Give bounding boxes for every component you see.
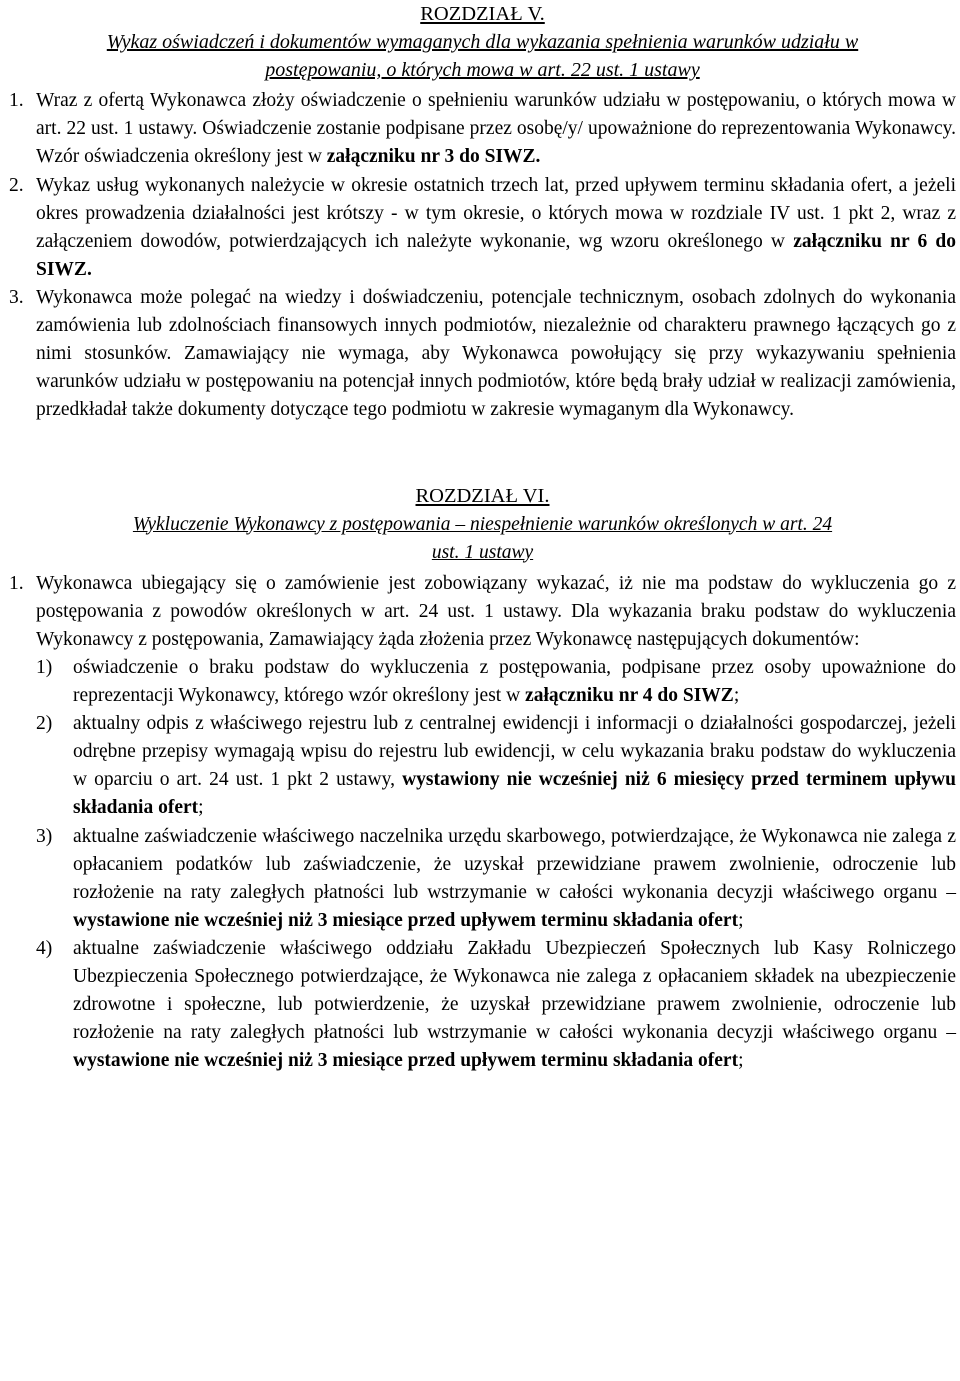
list-text: aktualne zaświadczenie właściwego naczelnika urzędu skarbowego, potwierdzające, że Wykonawca nie zalega z opłacaniem podatków lub zaświadczenie, że uzyskał przewidziane prawem zwolnienie, odroczenie lub rozłożenie na raty zaległych płatności lub wstrzymanie w całości wykonania decyzji właściwego organu – wystawione nie wcześniej niż 3 miesiące przed upływem terminu składania ofert; [73,825,956,931]
chapter-5-item-3 [9,284,956,424]
list-number: 3) [36,825,53,847]
chapter-6-item-1 [9,570,956,654]
document-list-item-1 [9,654,956,710]
chapter-5-subtitle-line-2: postępowaniu, o których mowa w art. 22 ust. 1 ustawy [265,59,700,82]
deadline-requirement: wystawiony nie wcześniej niż 6 miesięcy przed terminem upływu składania ofert [73,769,956,819]
list-text: aktualne zaświadczenie właściwego oddziału Zakładu Ubezpieczeń Społecznych lub Kasy Rolniczego Ubezpieczenia Społecznego potwierdzające, że Wykonawca nie zalega z opłacaniem składek na ubezpieczenie zdrowotne i społeczne, lub potwierdzenie, że uzyskał przewidziane prawem zwolnienie, odroczenie lub rozłożenie na raty zaległych płatności lub wstrzymanie w całości wykonania decyzji właściwego organu – wystawione nie wcześniej niż 3 miesiące przed upływem terminu składania ofert; [73,937,956,1072]
item-text: Wraz z ofertą Wykonawca złoży oświadczenie o spełnieniu warunków udziału w postępowaniu, o których mowa w art. 22 ust. 1 ustawy. Oświadczenie zostanie podpisane przez osobę/y/ upoważnione do reprezentowania Wykonawcy. Wzór oświadczenia określony jest w załączniku nr 3 do SIWZ. [36,90,956,168]
list-number: 2) [36,713,53,735]
list-number: 4) [36,937,53,959]
item-text: Wykonawca ubiegający się o zamówienie jest zobowiązany wykazać, iż nie ma podstaw do wykluczenia go z postępowania z powodów określonych w art. 24 ust. 1 ustawy. Dla wykazania braku podstaw do wykluczenia Wykonawcy z postępowania, Zamawiający żąda złożenia przez Wykonawcę następujących dokumentów: [36,572,956,650]
chapter-6-title: ROZDZIAŁ VI. [415,485,550,508]
list-text: aktualny odpis z właściwego rejestru lub z centralnej ewidencji i informacji o działalności gospodarczej, jeżeli odrębne przepisy wymagają wpisu do rejestru lub ewidencji, w celu wykazania braku podstaw do wykluczenia w oparciu o art. 24 ust. 1 pkt 2 ustawy, wystawiony nie wcześniej niż 6 miesięcy przed terminem upływu składania ofert; [73,713,956,819]
attachment-reference: załączniku nr 3 do SIWZ. [326,146,541,168]
item-text: Wykonawca może polegać na wiedzy i doświadczeniu, potencjale technicznym, osobach zdolnych do wykonania zamówienia lub zdolnościach finansowych innych podmiotów, niezależnie od charakteru prawnego łączących go z nimi stosunków. Zamawiający nie wymaga, aby Wykonawca powołujący się przy wykazywaniu spełnienia warunków udziału w postępowaniu na potencjał innych podmiotów, które będą brały udział w realizacji zamówienia, przedkładał także dokumenty dotyczące tego podmiotu w zakresie wymaganym dla Wykonawcy. [36,286,956,421]
item-text: Wykaz usług wykonanych należycie w okresie ostatnich trzech lat, przed upływem terminu składania ofert, a jeżeli okres prowadzenia działalności jest krótszy - w tym okresie, o których mowa w rozdziale IV ust. 1 pkt 2, wraz z załączeniem dowodów, potwierdzających ich należyte wykonanie, wg wzoru określonego w załączniku nr 6 do SIWZ. [36,174,957,280]
chapter-5-title: ROZDZIAŁ V. [420,3,545,25]
deadline-requirement: wystawione nie wcześniej niż 3 miesiące przed upływem terminu składania ofert [73,909,739,931]
list-number: 1) [36,656,53,678]
document-list-item-2 [9,710,956,822]
document-list-item-4 [9,935,956,1075]
item-number: 1. [9,90,24,112]
chapter-6-subtitle-line-1: Wykluczenie Wykonawcy z postępowania – niespełnienie warunków określonych w art. 24 [132,513,833,535]
item-number: 2. [9,174,24,196]
deadline-requirement: wystawione nie wcześniej niż 3 miesiące przed upływem terminu składania ofert [73,1050,739,1072]
chapter-5-subtitle [9,28,956,84]
chapter-5-subtitle-line-1: Wykaz oświadczeń i dokumentów wymaganych dla wykazania spełnienia warunków udziału w [106,31,859,54]
item-number: 1. [9,572,24,594]
chapter-5-item-2 [9,172,956,284]
chapter-5-item-1 [9,87,956,171]
attachment-reference: załączniku nr 6 do SIWZ. [36,230,957,280]
list-text: oświadczenie o braku podstaw do wykluczenia z postępowania, podpisane przez osoby upoważnione do reprezentacji Wykonawcy, którego wzór określony jest w załączniku nr 4 do SIWZ; [73,656,956,707]
chapter-6-subtitle-line-2: ust. 1 ustawy [431,541,534,563]
attachment-reference: załączniku nr 4 do SIWZ [525,685,734,707]
document-list-item-3 [9,823,956,935]
item-number: 3. [9,286,24,308]
chapter-6-subtitle [9,511,956,567]
